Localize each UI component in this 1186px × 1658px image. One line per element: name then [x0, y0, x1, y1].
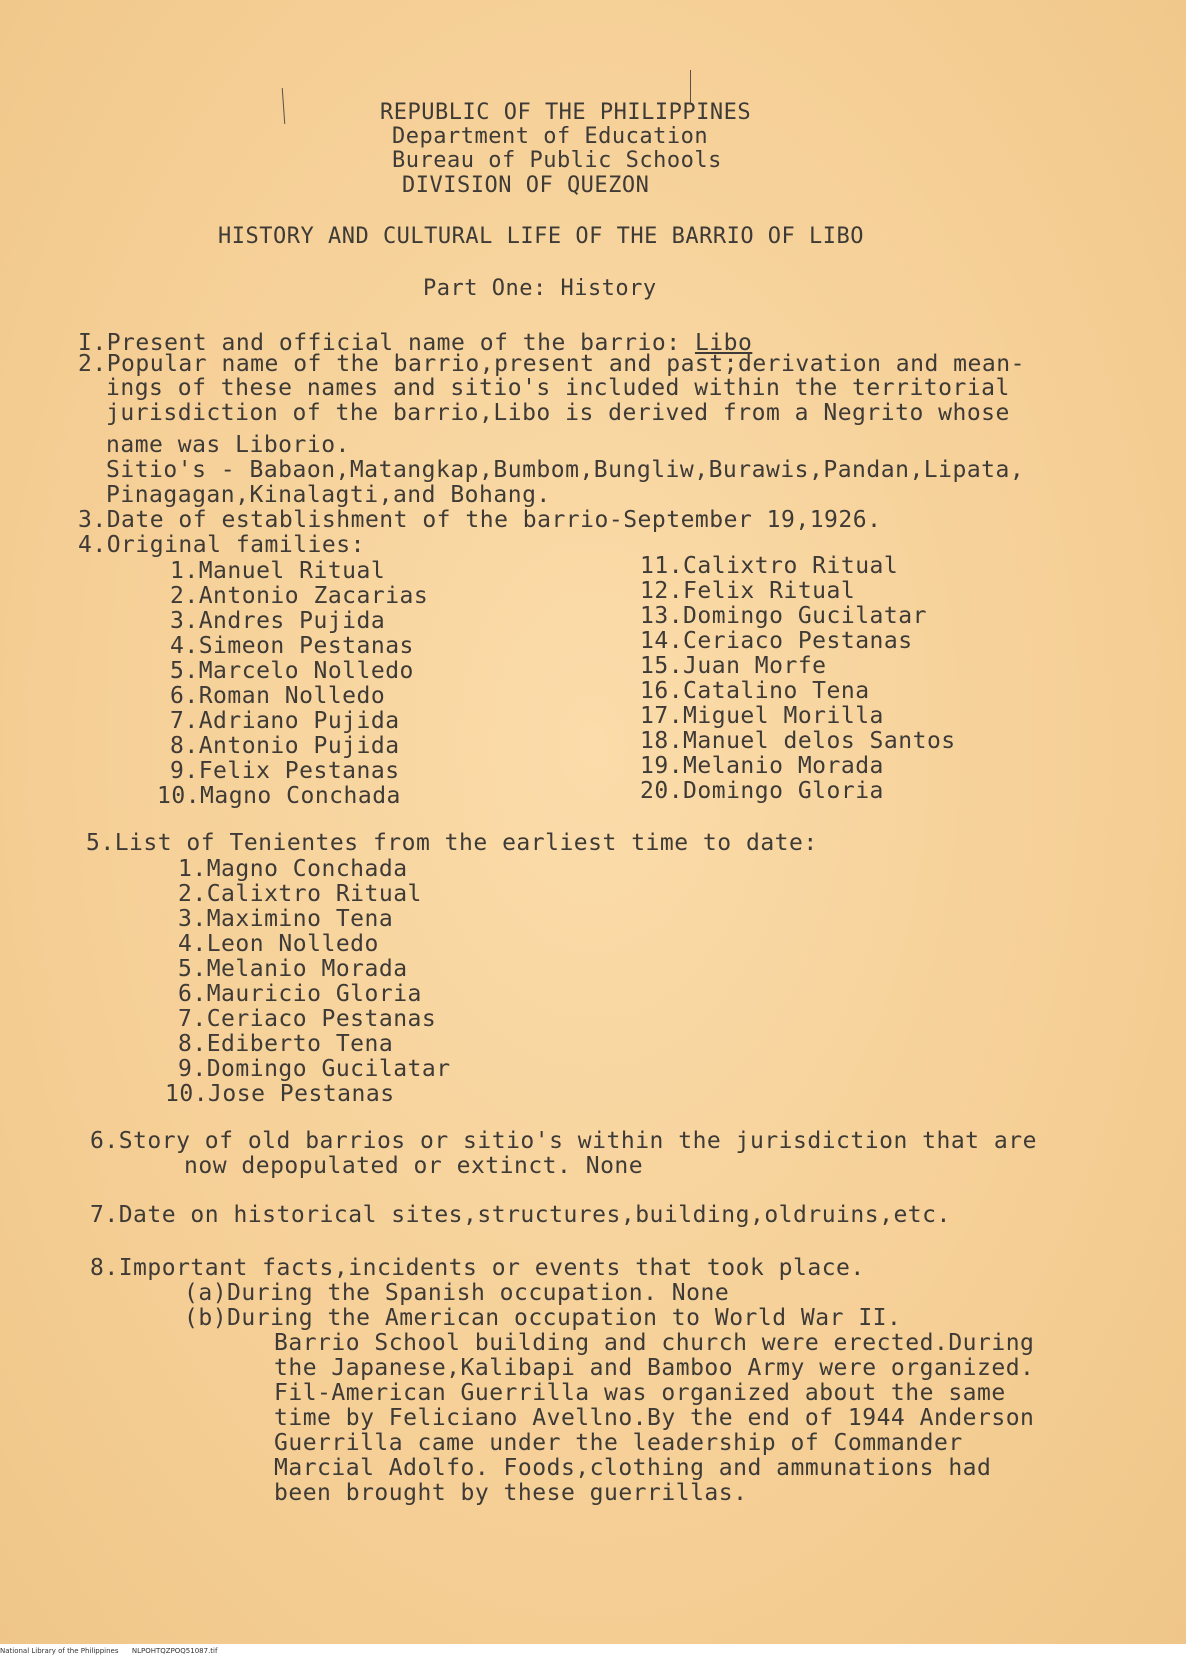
item-8b-line: Guerrilla came under the leadership of Commander	[274, 1430, 963, 1456]
family-item: 14.Ceriaco Pestanas	[640, 628, 913, 654]
teniente-item: 8.Ediberto Tena	[178, 1031, 394, 1057]
item-8a: (a)During the Spanish occupation. None	[184, 1280, 730, 1306]
family-item: 18.Manuel delos Santos	[640, 728, 956, 754]
family-item: 2.Antonio Zacarias	[170, 583, 429, 609]
footer-library: National Library of the Philippines	[0, 1647, 119, 1655]
item-8b: (b)During the American occupation to World War II.	[184, 1305, 902, 1331]
family-item: 6.Roman Nolledo	[170, 683, 386, 709]
item-8: 8.Important facts,incidents or events that took place.	[90, 1255, 865, 1281]
part-heading: Part One: History	[423, 276, 657, 301]
item-6-line: 6.Story of old barrios or sitio's within the jurisdiction that are	[90, 1128, 1037, 1154]
item-2-line: jurisdiction of the barrio,Libo is derived from a Negrito whose	[106, 400, 1010, 426]
item-6-line: now depopulated or extinct. None	[184, 1153, 644, 1179]
scan-footer	[0, 1644, 1186, 1658]
item-5: 5.List of Tenientes from the earliest time to date:	[86, 830, 818, 856]
family-item: 19.Melanio Morada	[640, 753, 884, 779]
family-item: 12.Felix Ritual	[640, 578, 856, 604]
header-division: DIVISION OF QUEZON	[402, 173, 650, 198]
teniente-item: 3.Maximino Tena	[178, 906, 394, 932]
pen-mark	[282, 88, 286, 124]
teniente-item: 7.Ceriaco Pestanas	[178, 1006, 437, 1032]
item-2-line: Pinagagan,Kinalagti,and Bohang.	[106, 482, 551, 508]
item-7: 7.Date on historical sites,structures,building,oldruins,etc.	[90, 1202, 951, 1228]
header-bureau: Bureau of Public Schools	[392, 148, 722, 173]
family-item: 7.Adriano Pujida	[170, 708, 400, 734]
item-3: 3.Date of establishment of the barrio-September 19,1926.	[78, 507, 882, 533]
family-item: 10.Magno Conchada	[157, 783, 401, 809]
family-item: 11.Calixtro Ritual	[640, 553, 899, 579]
teniente-item: 9.Domingo Gucilatar	[178, 1056, 451, 1082]
item-1-text: I.Present and official name of the barrio:	[78, 330, 695, 356]
family-item: 3.Andres Pujida	[170, 608, 386, 634]
family-item: 20.Domingo Gloria	[640, 778, 884, 804]
item-8b-line: Marcial Adolfo. Foods,clothing and ammunations had	[274, 1455, 992, 1481]
teniente-item: 4.Leon Nolledo	[178, 931, 379, 957]
teniente-item: 1.Magno Conchada	[178, 856, 408, 882]
item-8b-line: the Japanese,Kalibapi and Bamboo Army were organized.	[274, 1355, 1035, 1381]
item-8b-line: Fil-American Guerrilla was organized about the same	[274, 1380, 1006, 1406]
family-item: 4.Simeon Pestanas	[170, 633, 414, 659]
item-8b-line: been brought by these guerrillas.	[274, 1480, 748, 1506]
header-republic: REPUBLIC OF THE PHILIPPINES	[380, 100, 752, 125]
family-item: 16.Catalino Tena	[640, 678, 870, 704]
barrio-name: Libo	[694, 330, 753, 356]
family-item: 9.Felix Pestanas	[170, 758, 400, 784]
family-item: 13.Domingo Gucilatar	[640, 603, 927, 629]
teniente-item: 5.Melanio Morada	[178, 956, 408, 982]
family-item: 5.Marcelo Nolledo	[170, 658, 414, 684]
header-department: Department of Education	[392, 124, 709, 149]
document-title: HISTORY AND CULTURAL LIFE OF THE BARRIO OF LIBO	[218, 224, 865, 249]
teniente-item: 10.Jose Pestanas	[165, 1081, 395, 1107]
teniente-item: 6.Mauricio Gloria	[178, 981, 422, 1007]
footer-file: NLPOHTQZPOQ51087.tif	[131, 1647, 218, 1655]
family-item: 15.Juan Morfe	[640, 653, 827, 679]
item-2-line: name was Liborio.	[106, 432, 350, 458]
item-2-line: 2.Popular name of the barrio,present and past;derivation and mean-	[78, 351, 1025, 377]
teniente-item: 2.Calixtro Ritual	[178, 881, 422, 907]
item-8b-line: Barrio School building and church were erected.During	[274, 1330, 1035, 1356]
item-2-line: Sitio's - Babaon,Matangkap,Bumbom,Bungliw,Burawis,Pandan,Lipata,	[106, 457, 1025, 483]
item-8b-line: time by Feliciano Avellno.By the end of 1944 Anderson	[274, 1405, 1035, 1431]
item-4: 4.Original families:	[78, 532, 365, 558]
family-item: 8.Antonio Pujida	[170, 733, 400, 759]
family-item: 1.Manuel Ritual	[170, 558, 386, 584]
family-item: 17.Miguel Morilla	[640, 703, 884, 729]
item-2-line: ings of these names and sitio's included within the territorial	[106, 375, 1010, 401]
pen-mark	[690, 70, 691, 104]
